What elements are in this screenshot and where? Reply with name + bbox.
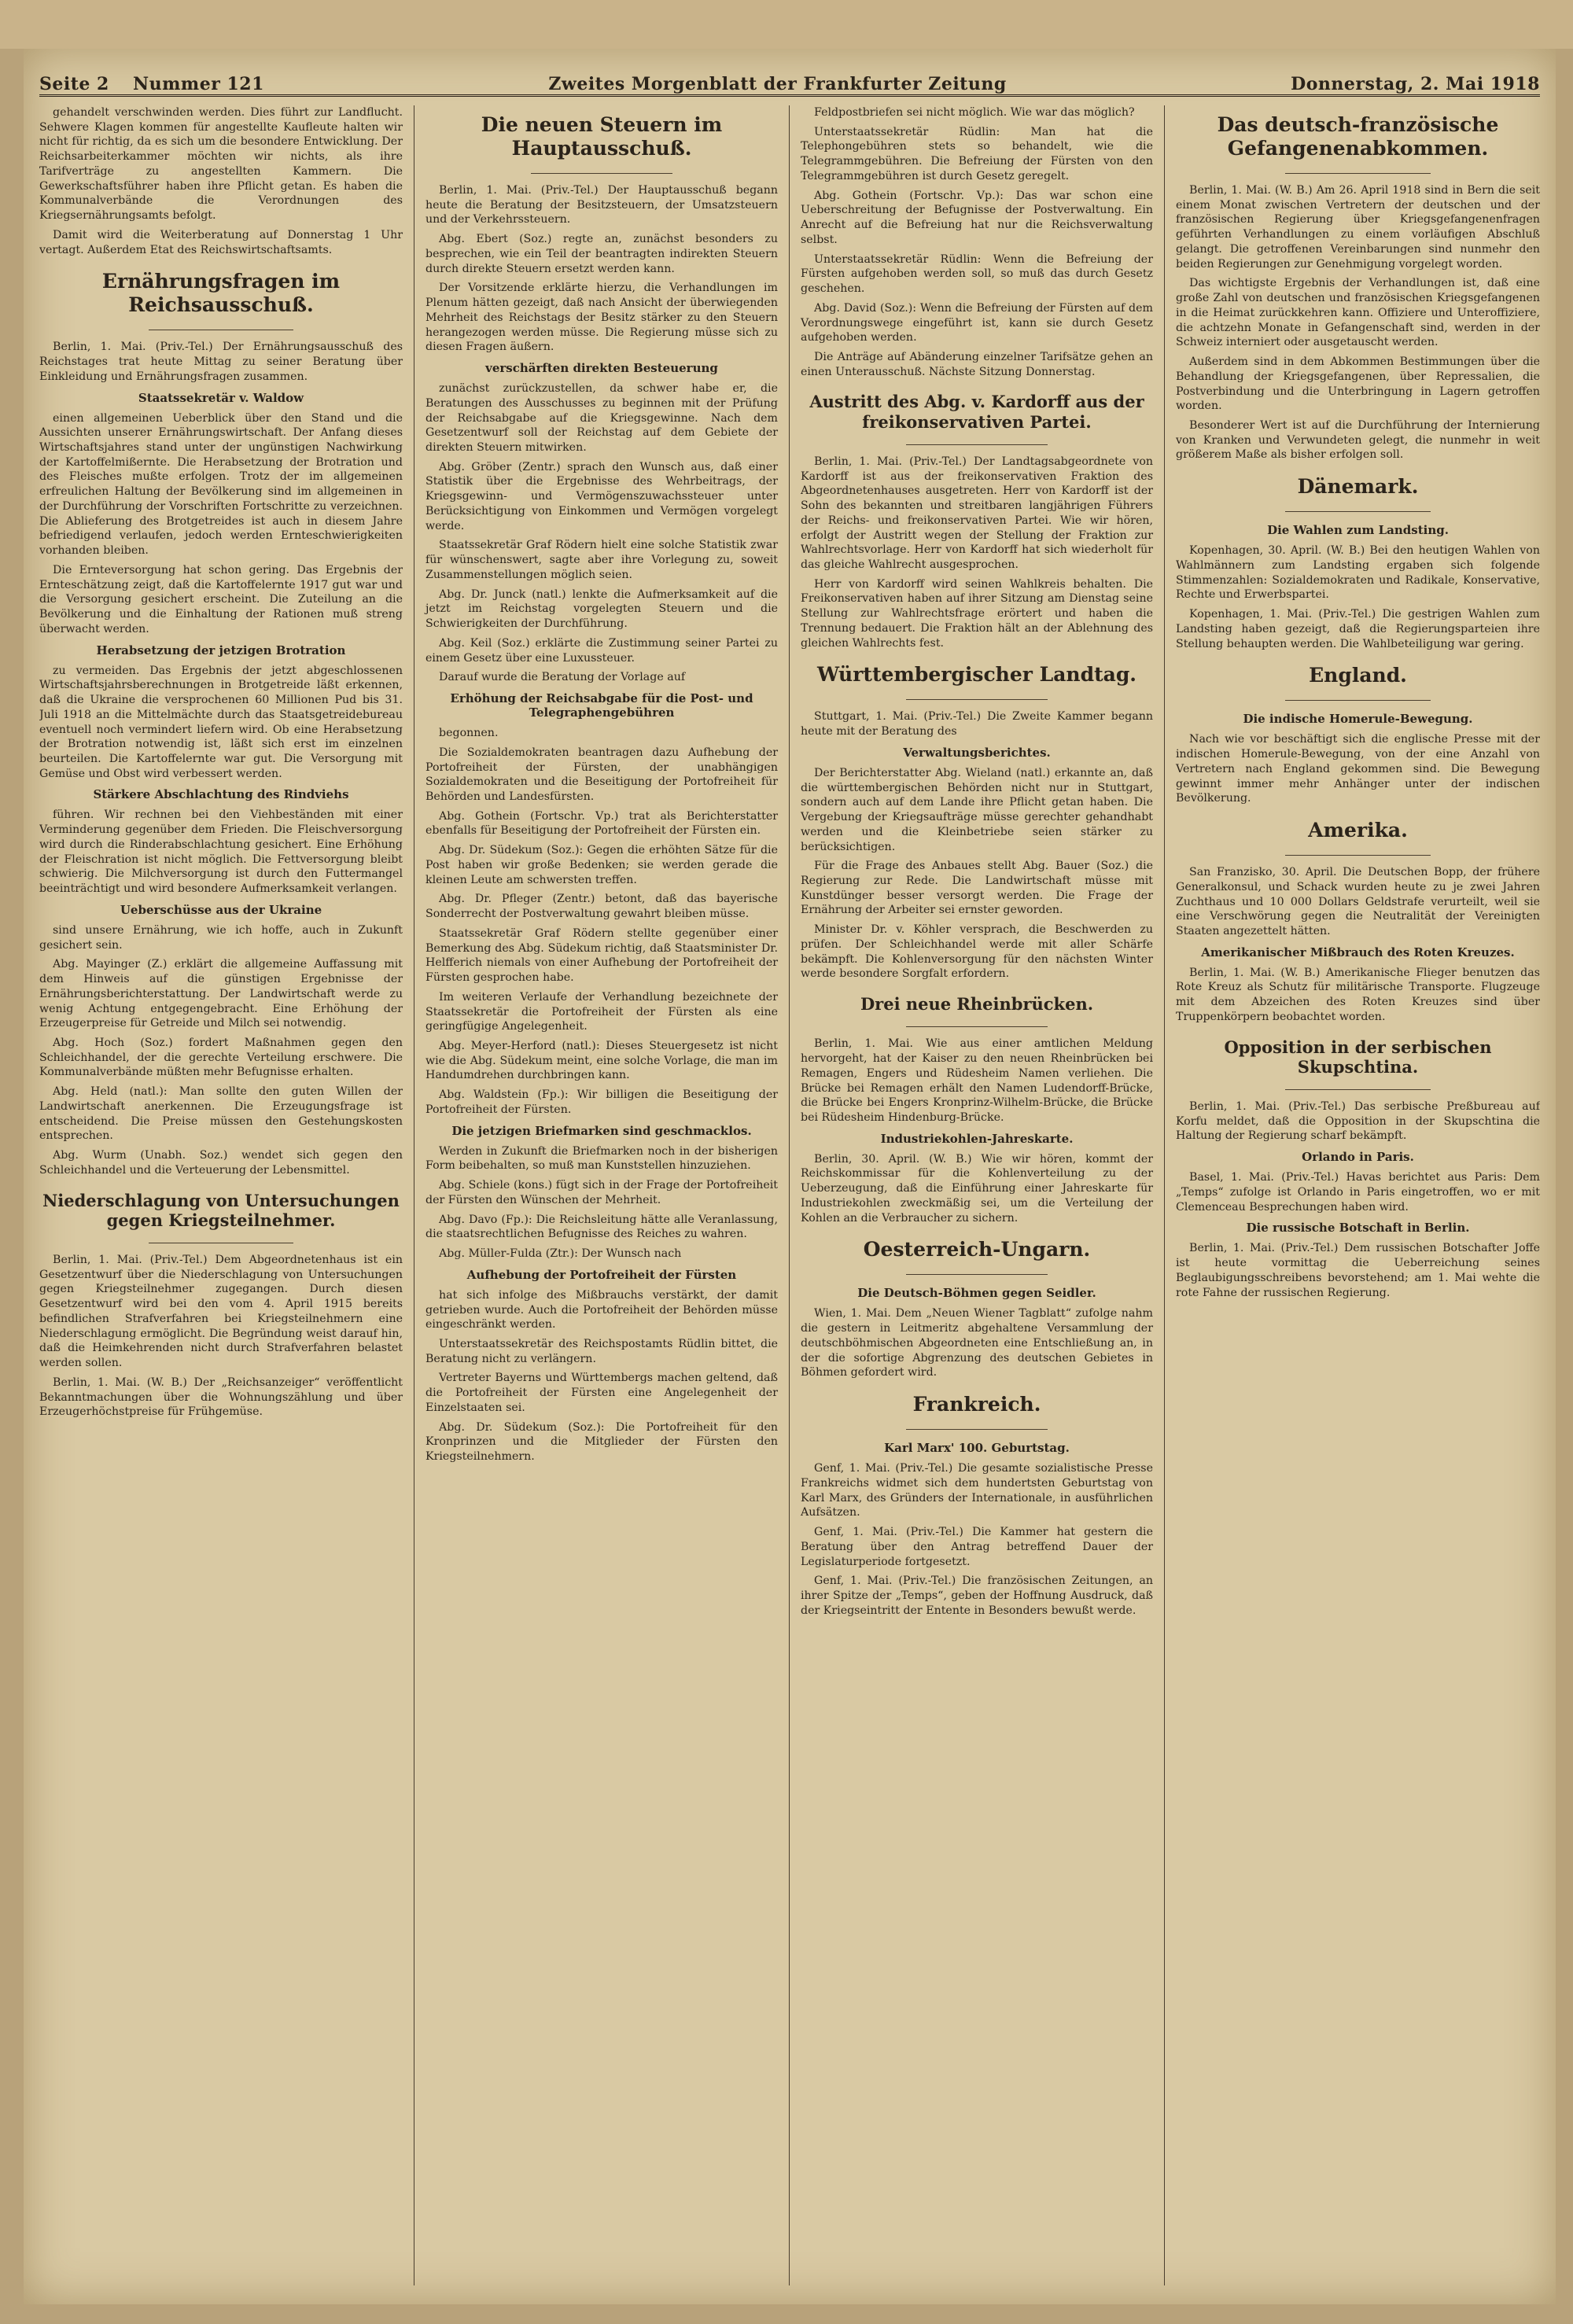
article-paragraph: Berlin, 1. Mai. Wie aus einer amtlichen Meldung hervorgeht, hat der Kaiser zu den neuen Rheinbrücken bei Remagen, Engers und Rüdesheim Namen verliehen. Die Brücke bei Remagen erhält den Namen Ludendorff-Brücke, die Brücke bei Engers Kronprinz-Wilhelm-Brücke, die Brücke bei Rüdesheim Hindenburg-Brücke. xyxy=(801,1037,1153,1125)
article-paragraph: Berlin, 1. Mai. (Priv.-Tel.) Dem russischen Botschafter Joffe ist heute vormittag die Ueberreichung seines Beglaubigungsschreibens bevorstehend; am 1. Mai wehte die rote Fahne der russischen Regierung. xyxy=(1176,1242,1540,1299)
article-paragraph: begonnen. xyxy=(439,727,499,740)
headline-rule xyxy=(531,173,672,174)
article-paragraph: Berlin, 30. April. (W. B.) Wie wir hören, kommt der Reichskommissar für die Kohlenverteilung zu der Ueberzeugung, daß die Einführung einer Jahreskarte für Industriekohlen zweckmäßig sei, um die Verteilung der Kohlen an die Verbraucher zu sichern. xyxy=(801,1152,1153,1225)
article-paragraph: Abg. Wurm (Unabh. Soz.) wendet sich gegen den Schleichhandel und die Verteuerung der Lebensmittel. xyxy=(39,1149,403,1177)
headline-rule xyxy=(1285,173,1431,174)
article-paragraph: Abg. Gröber (Zentr.) sprach den Wunsch aus, daß einer Statistik über die Ergebnisse des Wehrbeitrags, der Kriegsgewinn- und Vermögenszuwachssteuer unter Berücksichtigung von Einkommen und Vermögen vorgelegt werde. xyxy=(425,460,778,532)
headline-rule xyxy=(906,699,1047,700)
article-paragraph: Berlin, 1. Mai. (W. B.) Amerikanische Flieger benutzen das Rote Kreuz als Schutz für militärische Transporte. Flugzeuge mit dem Abzeichen des Roten Kreuzes sind über Truppenkörpern beobachtet worden. xyxy=(1176,966,1540,1023)
article-subheading: Industriekohlen-Jahreskarte. xyxy=(880,1131,1074,1146)
article-subheading: Stärkere Abschlachtung des Rindviehs xyxy=(93,787,349,802)
article-subheading: Karl Marx' 100. Geburtstag. xyxy=(884,1441,1070,1456)
article-subheading: Die Deutsch-Böhmen gegen Seidler. xyxy=(857,1286,1096,1301)
article-paragraph: Genf, 1. Mai. (Priv.-Tel.) Die Kammer hat gestern die Beratung über den Antrag betreffend Dauer der Legislaturperiode fortgesetzt. xyxy=(801,1526,1153,1568)
article-paragraph: Staatssekretär Graf Rödern stellte gegenüber einer Bemerkung des Abg. Südekum richtig, daß Staatsminister Dr. Helfferich niemals von einer Aufhebung der Portofreiheit der Fürsten gesprochen habe. xyxy=(425,926,778,985)
article-headline: Austritt des Abg. v. Kardorff aus der freikonservativen Partei. xyxy=(809,392,1144,432)
article-paragraph: Abg. David (Soz.): Wenn die Befreiung der Fürsten auf dem Verordnungswege eingeführt ist, kann sie durch Gesetz aufgehoben werden. xyxy=(801,301,1153,344)
article-paragraph: einen allgemeinen Ueberblick über den Stand und die Aussichten unserer Ernährungswirtschaft. Der Anfang dieses Wirtschaftsjahres stand unter der ungünstigen Nachwirkung der Kartoffelmißernte. Die Herabsetzung der Brotration und des Fleisches mußte erfolgen. Trotz der im allgemeinen erfreulichen Haltung der Bevölkerung sind im allgemeinen in der Durchführung der Vorschriften Fortschritte zu verzeichnen. Die Ablieferung des Brotgetreides ist auch in diesem Jahre befriedigend verlaufen, jedoch werden Ernteschwierigkeiten vorhanden bleiben. xyxy=(39,411,403,558)
article-subheading: Orlando in Paris. xyxy=(1302,1150,1414,1165)
article-paragraph: Abg. Dr. Südekum (Soz.): Gegen die erhöhten Sätze für die Post haben wir große Bedenken; sie werden gerade die kleinen Leute am schwersten treffen. xyxy=(425,844,778,886)
article-paragraph: Das wichtigste Ergebnis der Verhandlungen ist, daß eine große Zahl von deutschen und französischen Kriegsgefangenen in die Heimat zurückkehren kann. Offiziere und Unteroffiziere, die achtzehn Monate in Gefangenschaft sind, werden in der Schweiz interniert oder ausgetauscht werden. xyxy=(1176,277,1540,349)
article-paragraph: Unterstaatssekretär des Reichspostamts Rüdlin bittet, die Beratung nicht zu verlängern. xyxy=(425,1338,778,1365)
article-subheading: Herabsetzung der jetzigen Brotration xyxy=(96,643,346,657)
article-paragraph: sind unsere Ernährung, wie ich hoffe, auch in Zukunft gesichert sein. xyxy=(39,923,403,952)
article-paragraph: Im weiteren Verlaufe der Verhandlung bezeichnete der Staatssekretär die Portofreiheit der Fürsten als eine geringfügige Angelegenheit. xyxy=(425,990,778,1033)
article-headline: Opposition in der serbischen Skupschtina. xyxy=(1224,1037,1492,1077)
article-headline: Das deutsch-französische Gefangenenabkommen. xyxy=(1217,113,1499,160)
article-paragraph: Berlin, 1. Mai. (Priv.-Tel.) Das serbische Preßbureau auf Korfu meldet, daß die Opposition in der Skupschtina die Haltung der Regierung scharf bekämpft. xyxy=(1176,1100,1540,1143)
article-paragraph: zu vermeiden. Das Ergebnis der jetzt abgeschlossenen Wirtschaftsjahrsberechnungen in Brotgetreide läßt erkennen, daß die Ukraine die versprochenen 60 Millionen Pud bis 31. Juli 1918 an die Mittelmächte durch das Staatsgetreidebureau eventuell noch vermindert liefern wird. Ob eine Herabsetzung der Brotration notwendig ist, läßt sich erst im einzelnen beurteilen. Die Kartoffelernte war gut. Die Versorgung mit Gemüse und Obst wird verbessert werden. xyxy=(39,664,403,780)
article-paragraph: Abg. Schiele (kons.) fügt sich in der Frage der Portofreiheit der Fürsten den Wünschen der Mehrheit. xyxy=(425,1179,778,1206)
headline-rule xyxy=(906,1274,1047,1275)
article-subheading: Amerikanischer Mißbrauch des Roten Kreuzes. xyxy=(1201,945,1515,959)
article-paragraph: Darauf wurde die Beratung der Vorlage auf xyxy=(439,671,686,684)
article-subheading: Die russische Botschaft in Berlin. xyxy=(1246,1221,1470,1236)
article-subheading: Erhöhung der Reichsabgabe für die Post- und Telegraphengebühren xyxy=(450,691,753,720)
scan-background xyxy=(0,0,1573,49)
article-paragraph: Berlin, 1. Mai. (Priv.-Tel.) Der Ernährungsausschuß des Reichstages trat heute Mittag zu seiner Beratung über Einkleidung und Ernährungsfragen zusammen. xyxy=(39,341,403,383)
article-paragraph: Abg. Gothein (Fortschr. Vp.): Das war schon eine Ueberschreitung der Befugnisse der Postverwaltung. Ein Anrecht auf die Befreiung hat nur die Reichsverwaltung selbst. xyxy=(801,189,1153,246)
article-headline: Oesterreich-Ungarn. xyxy=(863,1238,1091,1261)
newspaper-title: Zweites Morgenblatt der Frankfurter Zeitung xyxy=(548,74,1007,94)
article-paragraph: Abg. Held (natl.): Man sollte den guten Willen der Landwirtschaft anerkennen. Die Erzeugungsfrage ist entscheidend. Die Preise müssen den Gestehungskosten entsprechen. xyxy=(39,1085,403,1143)
article-paragraph: Abg. Davo (Fp.): Die Reichsleitung hätte alle Veranlassung, die staatsrechtlichen Befugnisse des Reiches zu wahren. xyxy=(425,1213,778,1241)
headline-rule xyxy=(1285,511,1431,512)
article-paragraph: Berlin, 1. Mai. (W. B.) Am 26. April 1918 sind in Bern die seit einem Monat zwischen Vertretern der deutschen und der französischen Regierung über Kriegsgefangenenfragen geführten Verhandlungen zu einem vorläufigen Abschluß gelangt. Die getroffenen Vereinbarungen sind nunmehr den beiden Regierungen zur Genehmigung vorgelegt worden. xyxy=(1176,184,1540,271)
article-paragraph: Berlin, 1. Mai. (W. B.) Der „Reichsanzeiger“ veröffentlicht Bekanntmachungen über die Wohnungszählung und über Erzeugerhöchstpreise für Frühgemüse. xyxy=(39,1376,403,1419)
article-paragraph: Staatssekretär Graf Rödern hielt eine solche Statistik zwar für wünschenswert, sagte aber ihre Vorlegung zu, soweit Zusammenstellungen möglich seien. xyxy=(425,539,778,581)
article-headline: Württembergischer Landtag. xyxy=(816,663,1137,687)
article-headline: Dänemark. xyxy=(1297,475,1419,499)
article-paragraph: Unterstaatssekretär Rüdlin: Wenn die Befreiung der Fürsten aufgehoben werden soll, so muß das durch Gesetz geschehen. xyxy=(801,252,1153,296)
article-paragraph: Berlin, 1. Mai. (Priv.-Tel.) Der Hauptausschuß begann heute die Beratung der Besitzsteuern, der Umsatzsteuern und der Verkehrssteuern. xyxy=(425,184,778,227)
article-paragraph: Der Vorsitzende erklärte hierzu, die Verhandlungen im Plenum hätten gezeigt, daß nach Ansicht der überwiegenden Mehrheit des Reichstags der Besitz stärker zu den Steuern herangezogen werden müsse. Die Regierung müsse sich zu diesen Fragen äußern. xyxy=(425,282,778,354)
headline-rule xyxy=(1285,855,1431,856)
article-paragraph: Die Sozialdemokraten beantragen dazu Aufhebung der Portofreiheit der Fürsten, der unabhängigen Sozialdemokraten und die Beseitigung der Portofreiheit für Behörden und Landesfürsten. xyxy=(425,746,778,803)
headline-rule xyxy=(906,444,1047,445)
article-paragraph: gehandelt verschwinden werden. Dies führt zur Landflucht. Sehwere Klagen kommen für angestellte Kaufleute halten wir nicht für richtig, da es sich um die besondere Entwicklung. Der Reichsarbeiterkammer möchten wir nichts, als ihre Tarifverträge zu angestellten Kammern. Die Gewerkschaftsführer haben ihre Pflicht getan. Es haben die Kommunalverbände die Verordnungen des Kriegsernährungsamts befolgt. xyxy=(39,106,403,223)
article-paragraph: Nach wie vor beschäftigt sich die englische Presse mit der indischen Homerule-Bewegung, von der eine Anzahl von Vertretern nach England gekommen sind. Die Bewegung gewinnt immer mehr Anhänger unter der indischen Bevölkerung. xyxy=(1176,733,1540,805)
column-2 xyxy=(414,105,790,2285)
article-paragraph: Berlin, 1. Mai. (Priv.-Tel.) Der Landtagsabgeordnete von Kardorff ist aus der freikonservativen Fraktion des Abgeordnetenhauses ausgetreten. Herr von Kardorff ist der Sohn des bekannten und streitbaren langjährigen Führers der Reichs- und freikonservativen Partei. Wie wir hören, erfolgt der Austritt wegen der Stellung der Fraktion zur Wahlrechtsvorlage. Herr von Kardorff hat sich wiederholt für das gleiche Wahlrecht ausgesprochen. xyxy=(801,455,1153,571)
issue-date: Donnerstag, 2. Mai 1918 xyxy=(1291,74,1540,94)
article-paragraph: San Franzisko, 30. April. Die Deutschen Bopp, der frühere Generalkonsul, und Schack wurden heute zu je zwei Jahren Zuchthaus und 10 000 Dollars Geldstrafe verurteilt, weil sie eine Verschwörung gegen die Neutralität der Vereinigten Staaten angezettelt hätten. xyxy=(1176,866,1540,937)
article-subheading: Die Wahlen zum Landsting. xyxy=(1267,523,1449,538)
article-paragraph: Vertreter Bayerns und Württembergs machen geltend, daß die Portofreiheit der Fürsten eine Angelegenheit der Einzelstaaten sei. xyxy=(425,1372,778,1414)
issue-number: Nummer 121 xyxy=(133,74,264,94)
article-paragraph: Die Ernteversorgung hat schon gering. Das Ergebnis der Ernteschätzung zeigt, daß die Kartoffelernte 1917 gut war und die Versorgung gesichert erscheint. Die Zuteilung an die Bevölkerung und die Einhaltung der Rationen muß streng überwacht werden. xyxy=(39,563,403,635)
article-paragraph: Der Berichterstatter Abg. Wieland (natl.) erkannte an, daß die württembergischen Behörden nicht nur in Stuttgart, sondern auch auf dem Lande ihre Pflicht getan haben. Die Vergebung der Kriegsaufträge müsse gerechter gehandhabt werden und die Kleinbetriebe seien stärker zu berücksichtigen. xyxy=(801,766,1153,853)
article-paragraph: Kopenhagen, 30. April. (W. B.) Bei den heutigen Wahlen von Wahlmännern zum Landsting ergaben sich folgende Stimmenzahlen: Sozialdemokraten und Radikale, Konservative, Rechte und Erwerbspartei. xyxy=(1176,544,1540,602)
article-paragraph: Herr von Kardorff wird seinen Wahlkreis behalten. Die Freikonservativen haben auf ihrer Sitzung am Dienstag seine Stellung zur Wahlrechtsfrage erörtert und haben die Trennung bedauert. Die Fraktion hält an der Ablehnung des gleichen Wahlrechts fest. xyxy=(801,577,1153,650)
page-label: Seite 2 xyxy=(39,74,109,94)
article-paragraph: Besonderer Wert ist auf die Durchführung der Internierung von Kranken und Verwundeten gelegt, die nunmehr in weit größerem Maße als bisher erfolgen soll. xyxy=(1176,419,1540,462)
article-paragraph: Basel, 1. Mai. (Priv.-Tel.) Havas berichtet aus Paris: Dem „Temps“ zufolge ist Orlando in Paris eingetroffen, wo er mit Clemenceau Besprechungen haben wird. xyxy=(1176,1171,1540,1214)
article-paragraph: Die Anträge auf Abänderung einzelner Tarifsätze gehen an einen Unterausschuß. Nächste Sitzung Donnerstag. xyxy=(801,351,1153,378)
article-paragraph: Abg. Hoch (Soz.) fordert Maßnahmen gegen den Schleichhandel, der die gerechte Verteilung erschwere. Die Kommunalverbände müßten mehr Befugnisse erhalten. xyxy=(39,1036,403,1079)
article-subheading: Die jetzigen Briefmarken sind geschmacklos. xyxy=(451,1123,752,1138)
column-1 xyxy=(39,105,414,2285)
article-paragraph: Abg. Müller-Fulda (Ztr.): Der Wunsch nach xyxy=(439,1247,682,1261)
column-3 xyxy=(790,105,1165,2285)
article-subheading: Die indische Homerule-Bewegung. xyxy=(1243,712,1473,727)
article-paragraph: Abg. Dr. Südekum (Soz.): Die Portofreiheit für den Kronprinzen und die Mitglieder der Fürsten den Kriegsteilnehmern. xyxy=(425,1420,778,1464)
article-paragraph: Abg. Meyer-Herford (natl.): Dieses Steuergesetz ist nicht wie die Abg. Südekum meint, eine solche Vorlage, die man im Handumdrehen durchbringen kann. xyxy=(425,1039,778,1082)
article-paragraph: Kopenhagen, 1. Mai. (Priv.-Tel.) Die gestrigen Wahlen zum Landsting haben gezeigt, daß die Regierungsparteien ihre Stellung behaupten werden. Die Wahlbeteiligung war gering. xyxy=(1176,608,1540,650)
article-paragraph: führen. Wir rechnen bei den Viehbeständen mit einer Verminderung gegenüber dem Frieden. Die Fleischversorgung wird durch die Rinderabschlachtung gesichert. Eine Erhöhung der Fleischration ist nicht möglich. Die Fettversorgung bleibt schwierig. Die Milchversorgung ist durch den Futtermangel beeinträchtigt und wird besondere Aufmerksamkeit verlangen. xyxy=(39,808,403,896)
newspaper-page xyxy=(24,49,1556,2304)
article-paragraph: Stuttgart, 1. Mai. (Priv.-Tel.) Die Zweite Kammer begann heute mit der Beratung des xyxy=(801,710,1153,738)
article-subheading: Aufhebung der Portofreiheit der Fürsten xyxy=(466,1267,737,1282)
article-paragraph: Minister Dr. v. Köhler versprach, die Beschwerden zu prüfen. Der Schleichhandel werde mit aller Schärfe bekämpft. Die Kohlenversorgung für den nächsten Winter werde besondere Sorgfalt erfordern. xyxy=(801,923,1153,981)
article-subheading: verschärften direkten Besteuerung xyxy=(485,361,718,376)
article-headline: England. xyxy=(1309,664,1407,687)
article-paragraph: Genf, 1. Mai. (Priv.-Tel.) Die französischen Zeitungen, an ihrer Spitze der „Temps“, geben der Hoffnung Ausdruck, daß der Kriegseintritt der Entente in Besonders bewußt werde. xyxy=(801,1575,1153,1617)
article-paragraph: Abg. Keil (Soz.) erklärte die Zustimmung seiner Partei zu einem Gesetz über eine Luxussteuer. xyxy=(425,636,778,665)
article-headline: Ernährungsfragen im Reichsausschuß. xyxy=(101,270,341,317)
article-paragraph: Abg. Dr. Junck (natl.) lenkte die Aufmerksamkeit auf die jetzt im Reichstag vorgelegten Steuern und die Schwierigkeiten der Durchführung. xyxy=(425,587,778,631)
headline-rule xyxy=(906,1429,1047,1430)
article-paragraph: hat sich infolge des Mißbrauchs verstärkt, der damit getrieben wurde. Auch die Portofreiheit der Behörden müsse eingeschränkt werden. xyxy=(425,1288,778,1331)
article-paragraph: Unterstaatssekretär Rüdlin: Man hat die Telephongebühren stets so behandelt, wie die Telegrammgebühren. Die Befreiung der Fürsten von den Telegrammgebühren ist durch Gesetz geregelt. xyxy=(801,125,1153,182)
headline-rule xyxy=(906,1026,1047,1027)
column-4 xyxy=(1165,105,1540,2285)
article-headline: Die neuen Steuern im Hauptausschuß. xyxy=(481,113,723,160)
article-paragraph: Damit wird die Weiterberatung auf Donnerstag 1 Uhr vertagt. Außerdem Etat des Reichswirtschaftsamts. xyxy=(39,228,403,256)
article-paragraph: Genf, 1. Mai. (Priv.-Tel.) Die gesamte sozialistische Presse Frankreichs widmet sich dem hundertsten Geburtstag von Karl Marx, des Gründers der Internationale, in ausführlichen Aufsätzen. xyxy=(801,1462,1153,1519)
article-paragraph: Abg. Ebert (Soz.) regte an, zunächst besonders zu besprechen, wie ein Teil der beantragten indirekten Steuern durch direkte Steuern ersetzt werden kann. xyxy=(425,233,778,275)
article-headline: Amerika. xyxy=(1308,819,1408,842)
article-subheading: Staatssekretär v. Waldow xyxy=(138,390,304,405)
headline-rule xyxy=(1285,700,1431,701)
article-subheading: Ueberschüsse aus der Ukraine xyxy=(120,902,322,917)
article-paragraph: zunächst zurückzustellen, da schwer habe er, die Beratungen des Ausschusses zu beginnen mit der Prüfung der Reichsabgabe auf die Kriegsgewinne. Nach dem Gesetzentwurf soll der Reichstag auf dem Gebiete der direkten Steuern mitwirken. xyxy=(425,382,778,455)
masthead-left xyxy=(39,74,264,94)
article-paragraph: Werden in Zukunft die Briefmarken noch in der bisherigen Form beibehalten, so muß man Kunststellen hinzuziehen. xyxy=(425,1144,778,1173)
article-headline: Frankreich. xyxy=(912,1393,1041,1416)
article-subheading: Verwaltungsberichtes. xyxy=(903,745,1051,760)
article-paragraph: Wien, 1. Mai. Dem „Neuen Wiener Tagblatt“ zufolge nahm die gestern in Leitmeritz abgehaltene Versammlung der deutschböhmischen Abgeordneten eine Entschließung an, in der die sofortige Abgrenzung des deutschen Gebietes in Böhmen gefordert wird. xyxy=(801,1307,1153,1379)
article-paragraph: Abg. Dr. Pfleger (Zentr.) betont, daß das bayerische Sonderrecht der Postverwaltung gewahrt bleiben müsse. xyxy=(425,893,778,921)
masthead xyxy=(39,63,1540,97)
article-headline: Drei neue Rheinbrücken. xyxy=(860,994,1094,1015)
article-paragraph: Außerdem sind in dem Abkommen Bestimmungen über die Behandlung der Kriegsgefangenen, über Repressalien, die Postverbindung und die Unterbringung in Lagern getroffen worden. xyxy=(1176,355,1540,413)
article-columns xyxy=(39,105,1540,2285)
article-paragraph: Abg. Mayinger (Z.) erklärt die allgemeine Auffassung mit dem Hinweis auf die günstigen Ergebnisse der Ernährungsberichterstattung. Der Landwirtschaft werde zu wenig Achtung entgegengebracht. Eine Erhöhung der Erzeugerpreise für Getreide und Milch sei notwendig. xyxy=(39,958,403,1030)
article-paragraph: Feldpostbriefen sei nicht möglich. Wie war das möglich? xyxy=(814,106,1135,119)
article-paragraph: Berlin, 1. Mai. (Priv.-Tel.) Dem Abgeordnetenhaus ist ein Gesetzentwurf über die Niederschlagung von Untersuchungen gegen Kriegsteilnehmer zugegangen. Durch diesen Gesetzentwurf wird bei den vom 4. April 1915 bereits befindlichen Strafverfahren bei Kriegsteilnehmern eine Niederschlagung ermöglicht. Die Begründung weist darauf hin, daß die Heimkehrenden nicht durch Strafverfahren belastet werden sollen. xyxy=(39,1253,403,1370)
article-headline: Niederschlagung von Untersuchungen gegen Kriegsteilnehmer. xyxy=(42,1190,400,1230)
article-paragraph: Für die Frage des Anbaues stellt Abg. Bauer (Soz.) die Regierung zur Rede. Die Landwirtschaft müsse mit Kunstdünger besser versorgt werden. Die Frage der Ernährung der Arbeiter sei ernster geworden. xyxy=(801,860,1153,917)
article-paragraph: Abg. Waldstein (Fp.): Wir billigen die Beseitigung der Portofreiheit der Fürsten. xyxy=(425,1088,778,1116)
headline-rule xyxy=(1285,1089,1431,1090)
article-paragraph: Abg. Gothein (Fortschr. Vp.) trat als Berichterstatter ebenfalls für Beseitigung der Portofreiheit der Fürsten ein. xyxy=(425,809,778,838)
